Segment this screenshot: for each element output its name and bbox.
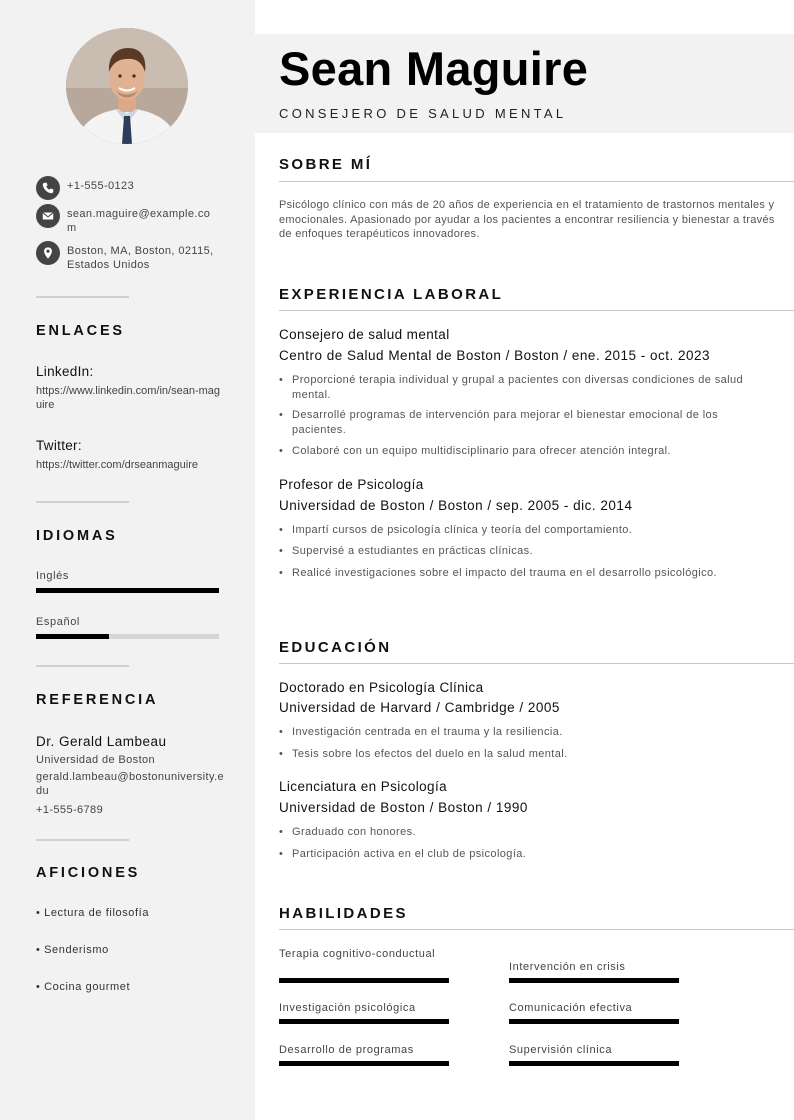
email-address[interactable]: sean.maguire@example.com: [67, 208, 211, 234]
skill-label: Desarrollo de programas: [279, 1044, 414, 1056]
skill-bar: [509, 1019, 679, 1024]
degree-bullet: • Tesis sobre los efectos del duelo en la salud mental.: [279, 747, 769, 762]
languages-heading: IDIOMAS: [36, 528, 118, 544]
section-rule: [279, 310, 794, 311]
skill-bar: [509, 1061, 679, 1066]
candidate-role: CONSEJERO DE SALUD MENTAL: [279, 106, 567, 121]
skill-bar: [279, 1019, 449, 1024]
divider: [36, 839, 129, 841]
reference-name: Dr. Gerald Lambeau: [36, 734, 167, 749]
degree-institution: Universidad de Boston / Boston / 1990: [279, 800, 528, 815]
section-rule: [279, 181, 794, 182]
linkedin-label: LinkedIn:: [36, 364, 94, 379]
language-english-bar: [36, 588, 219, 593]
divider: [36, 296, 129, 298]
job-bullet: • Impartí cursos de psicología clínica y teoría del comportamiento.: [279, 523, 769, 538]
job-title: Consejero de salud mental: [279, 327, 450, 342]
language-english-level: [36, 588, 219, 593]
job-employer: Universidad de Boston / Boston / sep. 2005 - dic. 2014: [279, 498, 633, 513]
divider: [36, 665, 129, 667]
postal-address: Boston, MA, Boston, 02115, Estados Unidos: [67, 245, 214, 271]
skill-bar: [509, 978, 679, 983]
language-english-label: Inglés: [36, 570, 69, 582]
degree-title: Licenciatura en Psicología: [279, 779, 447, 794]
location-pin-icon: [36, 241, 60, 265]
section-rule: [279, 929, 794, 930]
job-bullet: • Colaboré con un equipo multidisciplinario para ofrecer atención integral.: [279, 444, 769, 459]
reference-heading: REFERENCIA: [36, 692, 159, 708]
candidate-name: Sean Maguire: [279, 42, 589, 95]
hobby-item: • Lectura de filosofía: [36, 907, 150, 919]
links-heading: ENLACES: [36, 323, 125, 339]
hobby-item: • Cocina gourmet: [36, 981, 131, 993]
job-bullet: • Desarrollé programas de intervención para mejorar el bienestar emocional de los pacientes.: [279, 408, 769, 437]
degree-bullet: • Participación activa en el club de psicología.: [279, 847, 769, 862]
language-spanish-level: [36, 634, 109, 639]
linkedin-link[interactable]: https://www.linkedin.com/in/sean-maguire: [36, 385, 221, 411]
skill-label: Investigación psicológica: [279, 1002, 416, 1014]
twitter-link[interactable]: https://twitter.com/drseanmaguire: [36, 459, 199, 471]
skill-label: Comunicación efectiva: [509, 1002, 633, 1014]
job-title: Profesor de Psicología: [279, 477, 424, 492]
education-heading: EDUCACIÓN: [279, 639, 392, 656]
phone-number[interactable]: +1-555-0123: [67, 180, 135, 192]
reference-organization: Universidad de Boston: [36, 754, 156, 766]
experience-heading: EXPERIENCIA LABORAL: [279, 286, 504, 303]
job-bullet: • Proporcioné terapia individual y grupal a pacientes con diversas condiciones de salud mental.: [279, 373, 769, 402]
job-bullet: • Supervisé a estudiantes en prácticas clínicas.: [279, 544, 769, 559]
profile-photo: [66, 28, 188, 144]
skills-heading: HABILIDADES: [279, 905, 408, 922]
section-rule: [279, 663, 794, 664]
contact-email: [36, 204, 217, 235]
language-spanish-bar: [36, 634, 219, 639]
skill-label: Supervisión clínica: [509, 1044, 613, 1056]
job-employer: Centro de Salud Mental de Boston / Boston / ene. 2015 - oct. 2023: [279, 348, 711, 363]
email-icon: [36, 204, 60, 228]
skill-bar: [279, 1061, 449, 1066]
reference-email[interactable]: gerald.lambeau@bostonuniversity.edu: [36, 771, 225, 797]
degree-bullet: • Investigación centrada en el trauma y la resiliencia.: [279, 725, 769, 740]
degree-title: Doctorado en Psicología Clínica: [279, 680, 484, 695]
about-text: Psicólogo clínico con más de 20 años de experiencia en el tratamiento de trastornos mentales y emocionales. Apasionado por ayudar a los pacientes a encontrar resiliencia y bienestar a través de enfoques terapéuticos innovadores.: [279, 199, 775, 240]
phone-icon: [36, 176, 60, 200]
job-bullet: • Realicé investigaciones sobre el impacto del trauma en el desarrollo psicológico.: [279, 566, 769, 581]
skill-label: Terapia cognitivo-conductual: [279, 948, 436, 960]
main-content: [255, 0, 794, 1120]
skill-bar: [279, 978, 449, 983]
hobby-item: • Senderismo: [36, 944, 109, 956]
reference-phone[interactable]: +1-555-6789: [36, 804, 104, 816]
hobbies-heading: AFICIONES: [36, 865, 141, 881]
sidebar: [0, 0, 255, 1120]
about-heading: SOBRE MÍ: [279, 156, 373, 173]
contact-phone: [36, 176, 217, 200]
degree-institution: Universidad de Harvard / Cambridge / 2005: [279, 700, 560, 715]
language-spanish-label: Español: [36, 616, 80, 628]
twitter-label: Twitter:: [36, 438, 82, 453]
profile-photo-image: [66, 28, 188, 144]
contact-address: [36, 241, 217, 272]
skill-label: Intervención en crisis: [509, 961, 626, 973]
divider: [36, 501, 129, 503]
degree-bullet: • Graduado con honores.: [279, 825, 769, 840]
